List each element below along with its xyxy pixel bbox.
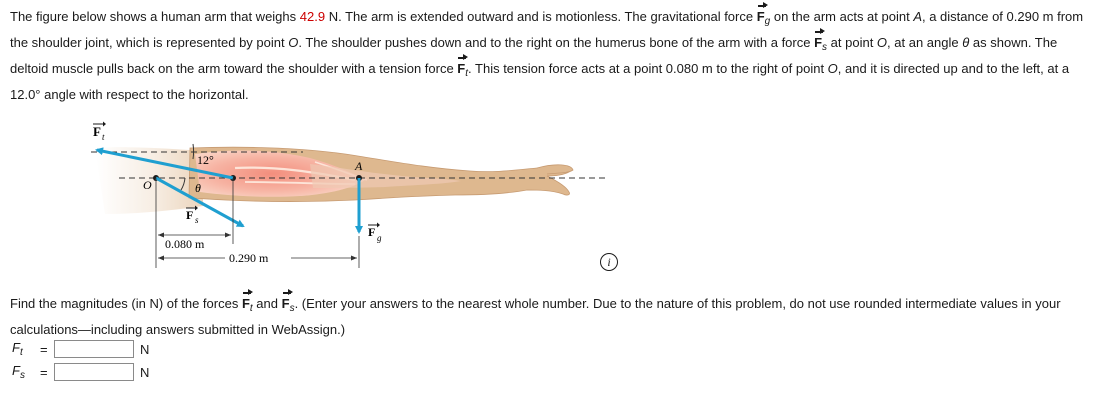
answer-label-Fs: $F_s$ — [12, 363, 25, 381]
answer-label-Ft: $F_t$ — [12, 340, 23, 358]
answer-row-Ft: $F_t$ = N — [12, 340, 150, 358]
arm-force-diagram — [85, 118, 610, 270]
answer-row-Fs: $F_s$ = N — [12, 363, 150, 381]
svg-text:s: s — [195, 215, 199, 225]
weight-value: 42.9 — [299, 9, 326, 24]
dimension-label-0080: 0.080 m — [165, 237, 205, 251]
label-angle-12: 12° — [197, 153, 214, 167]
Ft-answer-input[interactable] — [54, 340, 134, 358]
info-icon[interactable]: i — [600, 253, 618, 271]
dimension-label-0290: 0.290 m — [229, 251, 269, 265]
label-Ft — [93, 122, 106, 143]
question-text: Find the magnitudes (in N) of the forces $F_t$ and $F_s$. (Enter your answers to the nearest whole number. Due to the nature of this problem, do not use rounded intermediate values in your calculations—including answers submitted in WebAssign.) — [10, 293, 1086, 340]
svg-text:F: F — [186, 208, 194, 222]
problem-statement: The figure below shows a human arm that weighs 42.9 N. The arm is extended outward and is motionless. The gravitational force $F_g$ on the arm acts at point A, a distance of 0.290 m from the shoulder joint, which is represented by point O. The shoulder pushes down and to the right on the humerus bone of the arm with a force $F_s$ at point O, at an angle θ as shown. The deltoid muscle pulls back on the arm toward the shoulder with a tension force $F_t$. This tension force acts at a point 0.080 m to the right of point O, and it is directed up and to the left, at a 12.0° angle with respect to the horizontal. — [10, 6, 1086, 105]
svg-text:t: t — [102, 132, 105, 142]
unit-label: N — [140, 341, 150, 357]
svg-text:F: F — [368, 225, 376, 239]
svg-text:F: F — [93, 124, 101, 139]
label-theta: θ — [195, 181, 201, 195]
label-point-A: A — [355, 159, 363, 173]
Fs-answer-input[interactable] — [54, 363, 134, 381]
vector-F: F — [757, 6, 765, 27]
svg-text:g: g — [377, 233, 382, 243]
unit-label: N — [140, 364, 150, 380]
label-Fg — [368, 223, 382, 244]
label-Fs — [186, 206, 199, 226]
label-point-O: O — [143, 178, 152, 192]
